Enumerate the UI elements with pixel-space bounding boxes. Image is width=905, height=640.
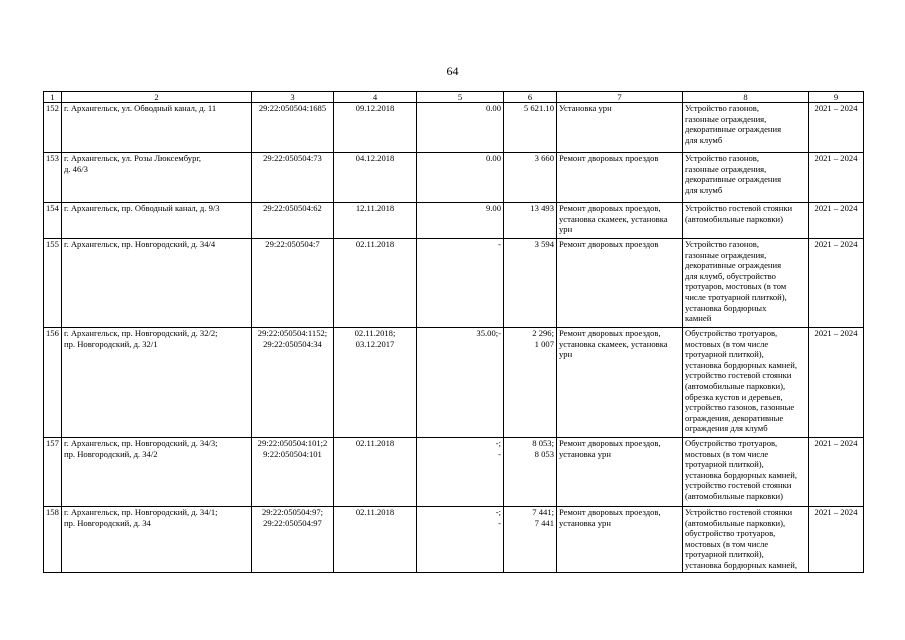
works-cell [557,328,683,438]
improvements-line: (автомобильные парковки) [685,490,783,501]
date-line: 02.11.2018; [354,328,396,338]
table-row [44,239,864,328]
cadastral-number-cell [252,103,334,153]
improvements-line: (автомобильные парковки), [685,517,786,528]
improvements-line: тротуарной плиткой), [685,549,764,560]
value-line: 13 493 [530,203,554,213]
improvements-line: Устройство гостевой стоянки [685,203,793,213]
value-cell [504,328,557,438]
improvements-line: ограждения, декоративные [685,412,784,423]
address-line: пр. Новгородский, д. 34/2 [64,448,158,459]
address-cell [62,328,252,438]
address-line: г. Архангельск, ул. Обводный канал, д. 11 [64,103,217,113]
area-line: - [498,448,501,459]
improvements-line: установка бордюрных [685,302,767,313]
date-line: 02.11.2018 [355,438,395,448]
works-line: установка урн [559,517,611,528]
improvements-line: Устройство газонов, [685,153,760,163]
works-line: Ремонт дворовых проездов [559,153,659,163]
period-cell: 2021 – 2024 [809,203,864,239]
row-number-cell: 153 [44,153,62,203]
cadastral-number-cell [252,507,334,573]
improvements-line: устройство гостевой стоянки [685,480,792,491]
improvements-cell [683,507,809,573]
date-line: 02.11.2018 [355,507,395,517]
value-cell [504,438,557,507]
header-cell-6: 6 [504,92,557,103]
period-cell: 2021 – 2024 [809,507,864,573]
cadastral-number-line: 29:22:050504:1152; [257,328,328,338]
improvements-line: декоративные ограждения [685,174,782,185]
improvements-line: Устройство гостевой стоянки [685,507,793,517]
address-line: г. Архангельск, пр. Новгородский, д. 34/1; [64,507,218,517]
cadastral-number-cell [252,153,334,203]
improvements-line: для клумб, обустройство [685,270,776,281]
area-line: 0.00 [485,103,501,113]
improvements-line: газонные ограждения, [685,163,767,174]
improvements-cell [683,438,809,507]
works-cell [557,438,683,507]
works-line: урн [559,349,573,360]
area-line: - [498,517,501,528]
date-cell [334,438,417,507]
address-line: г. Архангельск, пр. Новгородский, д. 34/3; [64,438,218,448]
address-line: г. Архангельск, пр. Обводный канал, д. 9/3 [64,203,220,213]
cadastral-number-cell [252,239,334,328]
period-cell: 2021 – 2024 [809,153,864,203]
improvements-cell [683,239,809,328]
table-row [44,203,864,239]
value-cell [504,239,557,328]
works-line: Ремонт дворовых проездов [559,239,659,249]
page-number: 64 [446,64,459,78]
improvements-line: мостовых (в том числе [685,448,769,459]
area-cell [417,203,504,239]
date-cell [334,239,417,328]
row-number-cell: 152 [44,103,62,153]
improvements-line: (автомобильные парковки) [685,213,783,224]
area-cell [417,438,504,507]
cadastral-number-line: 29:22:050504:73 [263,153,322,163]
area-line: -; [495,507,501,517]
improvements-line: газонные ограждения, [685,249,767,260]
value-line: 7 441; [532,507,554,517]
improvements-line: мостовых (в том числе [685,338,769,349]
improvements-line: ограждения для клумб [685,423,768,434]
date-cell [334,153,417,203]
improvements-line: устройство гостевой стоянки [685,370,792,381]
improvements-line: устройство газонов, газонные [685,402,795,413]
improvements-line: газонные ограждения, [685,113,767,124]
improvements-line: камней [685,313,712,324]
address-line: пр. Новгородский, д. 34 [64,517,151,528]
cadastral-number-line: 29:22:050504:7 [265,239,320,249]
table-row [44,507,864,573]
improvements-line: установка бордюрных камней, [685,359,797,370]
improvements-cell [683,203,809,239]
address-cell [62,153,252,203]
header-cell-1: 1 [44,92,62,103]
address-line: пр. Новгородский, д. 32/1 [64,338,158,349]
improvements-line: (автомобильные парковки), [685,380,786,391]
table-row [44,438,864,507]
works-line: Установка урн [559,103,612,113]
works-line: установка скамеек, установка [559,338,668,349]
address-cell [62,203,252,239]
row-number-cell: 158 [44,507,62,573]
improvements-line: Обустройство тротуаров, [685,328,778,338]
header-cell-7: 7 [557,92,683,103]
value-line: 2 296; [532,328,554,338]
header-cell-2: 2 [62,92,252,103]
works-line: Ремонт дворовых проездов, [559,328,661,338]
area-cell [417,103,504,153]
cadastral-number-line: 9:22:050504:101 [263,448,322,459]
works-line: урн [559,224,573,235]
improvements-line: установка бордюрных камней, [685,559,797,570]
value-cell [504,507,557,573]
value-line: 8 053; [532,438,554,448]
address-cell [62,438,252,507]
works-line: Ремонт дворовых проездов, [559,438,661,448]
works-line: установка скамеек, установка [559,213,668,224]
works-cell [557,507,683,573]
improvements-line: декоративные ограждения [685,260,782,271]
value-line: 3 660 [534,153,554,163]
table-row [44,328,864,438]
improvements-line: обрезка кустов и деревьев, [685,391,783,402]
improvements-line: для клумб [685,134,723,145]
area-line: - [498,239,501,249]
improvements-line: тротуаров, мостовых (в том [685,281,787,292]
improvements-line: мостовых (в том числе [685,538,769,549]
address-cell [62,239,252,328]
cadastral-number-cell [252,328,334,438]
header-cell-4: 4 [334,92,417,103]
period-cell: 2021 – 2024 [809,438,864,507]
cadastral-number-line: 29:22:050504:97 [263,517,322,528]
period-cell: 2021 – 2024 [809,103,864,153]
row-number-cell: 155 [44,239,62,328]
address-line: г. Архангельск, пр. Новгородский, д. 32/2; [64,328,218,338]
works-line: Ремонт дворовых проездов, [559,507,661,517]
address-line: г. Архангельск, ул. Розы Люксембург, [64,153,202,163]
table-row [44,153,864,203]
date-cell [334,328,417,438]
cadastral-number-cell [252,203,334,239]
area-cell [417,239,504,328]
date-cell [334,507,417,573]
improvements-line: Устройство газонов, [685,239,760,249]
improvements-line: установка бордюрных камней, [685,469,797,480]
area-line: -; [495,438,501,448]
date-line: 04.12.2018 [355,153,395,163]
cadastral-number-line: 29:22:050504:97; [261,507,324,517]
value-cell [504,203,557,239]
registry-table [43,91,864,573]
area-line: 9.00 [485,203,501,213]
improvements-line: для клумб [685,184,723,195]
value-cell [504,103,557,153]
works-cell [557,203,683,239]
value-line: 3 594 [534,239,554,249]
value-line: 7 441 [534,517,554,528]
area-cell [417,153,504,203]
date-cell [334,103,417,153]
area-cell [417,328,504,438]
works-line: Ремонт дворовых проездов, [559,203,661,213]
cadastral-number-line: 29:22:050504:34 [263,338,322,349]
works-cell [557,153,683,203]
value-line: 8 053 [534,448,554,459]
improvements-line: Обустройство тротуаров, [685,438,778,448]
area-line: 0.00 [485,153,501,163]
cadastral-number-line: 29:22:050504:62 [263,203,322,213]
cadastral-number-cell [252,438,334,507]
improvements-cell [683,328,809,438]
improvements-line: обустройство тротуаров, [685,528,776,539]
works-cell [557,103,683,153]
period-cell: 2021 – 2024 [809,328,864,438]
value-line: 5 621.10 [523,103,554,113]
table-body [44,92,864,573]
improvements-line: числе тротуарной плиткой), [685,291,787,302]
address-line: г. Архангельск, пр. Новгородский, д. 34/4 [64,239,216,249]
header-cell-5: 5 [417,92,504,103]
date-line: 02.11.2018 [355,239,395,249]
improvements-cell [683,153,809,203]
header-cell-8: 8 [683,92,809,103]
value-line: 1 007 [534,338,554,349]
address-cell [62,507,252,573]
improvements-line: декоративные ограждения [685,124,782,135]
period-cell: 2021 – 2024 [809,239,864,328]
cadastral-number-line: 29:22:050504:101;2 [257,438,328,448]
address-cell [62,103,252,153]
area-cell [417,507,504,573]
row-number-cell: 156 [44,328,62,438]
table-row [44,103,864,153]
date-line: 12.11.2018 [355,203,395,213]
header-row [44,92,864,103]
works-line: установка урн [559,448,611,459]
row-number-cell: 157 [44,438,62,507]
works-cell [557,239,683,328]
header-cell-9: 9 [809,92,864,103]
row-number-cell: 154 [44,203,62,239]
improvements-line: тротуарной плиткой), [685,349,764,360]
address-line: д. 46/3 [64,163,88,174]
cadastral-number-line: 29:22:050504:1685 [258,103,327,113]
improvements-cell [683,103,809,153]
date-cell [334,203,417,239]
area-line: 35.00;- [476,328,501,338]
date-line: 03.12.2017 [355,338,395,349]
date-line: 09.12.2018 [355,103,395,113]
improvements-line: Устройство газонов, [685,103,760,113]
improvements-line: тротуарной плиткой), [685,459,764,470]
value-cell [504,153,557,203]
header-cell-3: 3 [252,92,334,103]
